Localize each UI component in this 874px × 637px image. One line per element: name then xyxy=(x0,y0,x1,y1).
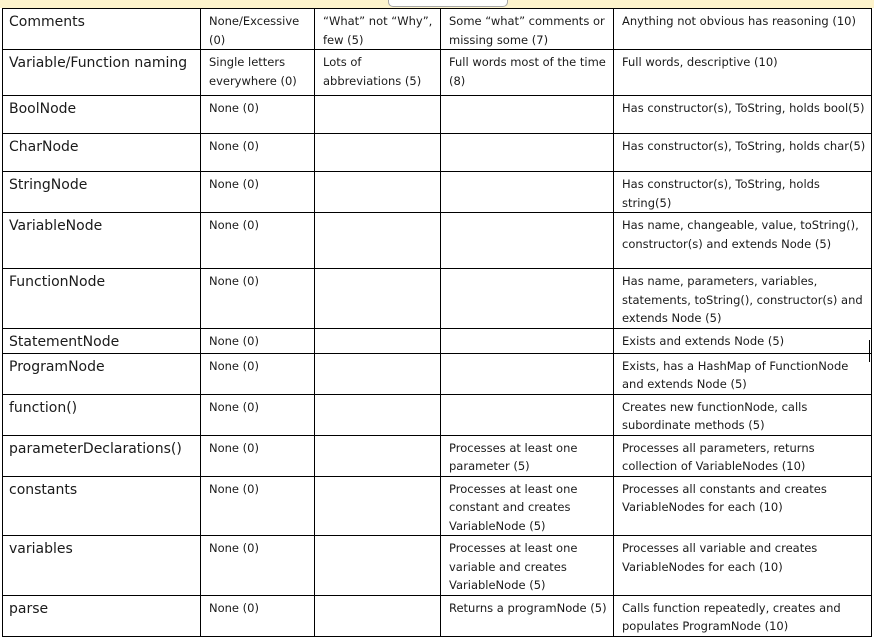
table-row xyxy=(3,134,872,172)
level-1-cell xyxy=(315,134,441,172)
criterion-cell: Variable/Function naming xyxy=(3,50,201,96)
window-top-strip xyxy=(0,0,874,8)
level-3-cell: Has constructor(s), ToString, holds string(5) xyxy=(614,172,872,213)
criterion-cell: parse xyxy=(3,595,201,636)
level-0-cell: None (0) xyxy=(201,328,315,353)
level-2-cell xyxy=(441,269,614,329)
table-row xyxy=(3,213,872,269)
table-row xyxy=(3,353,872,394)
level-1-cell xyxy=(315,353,441,394)
level-0-cell: None (0) xyxy=(201,476,315,536)
criterion-cell: CharNode xyxy=(3,134,201,172)
level-3-cell: Has constructor(s), ToString, holds char(5) xyxy=(614,134,872,172)
level-0-cell: None (0) xyxy=(201,353,315,394)
criterion-cell: FunctionNode xyxy=(3,269,201,329)
level-3-cell: Processes all variable and creates VariableNodes for each (10) xyxy=(614,536,872,596)
level-2-cell xyxy=(441,134,614,172)
level-2-cell xyxy=(441,172,614,213)
level-0-cell: None (0) xyxy=(201,435,315,476)
text-cursor xyxy=(869,340,870,362)
criterion-cell: ProgramNode xyxy=(3,353,201,394)
criterion-cell: parameterDeclarations() xyxy=(3,435,201,476)
level-0-cell: None (0) xyxy=(201,536,315,596)
criterion-cell: StatementNode xyxy=(3,328,201,353)
level-0-cell: None (0) xyxy=(201,269,315,329)
level-3-cell: Full words, descriptive (10) xyxy=(614,50,872,96)
level-2-cell xyxy=(441,213,614,269)
level-0-cell: None (0) xyxy=(201,134,315,172)
level-3-cell: Exists, has a HashMap of FunctionNode and extends Node (5) xyxy=(614,353,872,394)
level-1-cell xyxy=(315,536,441,596)
level-2-cell xyxy=(441,328,614,353)
level-0-cell: None/Excessive (0) xyxy=(201,9,315,50)
level-3-cell: Processes all parameters, returns collection of VariableNodes (10) xyxy=(614,435,872,476)
level-0-cell: None (0) xyxy=(201,394,315,435)
level-1-cell: “What” not “Why”, few (5) xyxy=(315,9,441,50)
level-0-cell: None (0) xyxy=(201,595,315,636)
level-3-cell: Creates new functionNode, calls subordinate methods (5) xyxy=(614,394,872,435)
level-2-cell: Processes at least one constant and creates VariableNode (5) xyxy=(441,476,614,536)
level-2-cell: Returns a programNode (5) xyxy=(441,595,614,636)
table-row xyxy=(3,536,872,596)
level-2-cell xyxy=(441,96,614,134)
level-1-cell xyxy=(315,213,441,269)
level-3-cell: Has constructor(s), ToString, holds bool(5) xyxy=(614,96,872,134)
level-1-cell xyxy=(315,394,441,435)
table-row xyxy=(3,9,872,50)
criterion-cell: StringNode xyxy=(3,172,201,213)
table-row xyxy=(3,394,872,435)
rubric-table xyxy=(2,8,872,637)
level-0-cell: None (0) xyxy=(201,172,315,213)
level-1-cell xyxy=(315,328,441,353)
table-row xyxy=(3,96,872,134)
level-3-cell: Exists and extends Node (5) xyxy=(614,328,872,353)
level-1-cell xyxy=(315,96,441,134)
level-0-cell: None (0) xyxy=(201,96,315,134)
level-0-cell: None (0) xyxy=(201,213,315,269)
level-2-cell: Processes at least one parameter (5) xyxy=(441,435,614,476)
level-1-cell xyxy=(315,476,441,536)
table-row xyxy=(3,172,872,213)
level-2-cell: Full words most of the time (8) xyxy=(441,50,614,96)
level-3-cell: Anything not obvious has reasoning (10) xyxy=(614,9,872,50)
criterion-cell: BoolNode xyxy=(3,96,201,134)
level-1-cell xyxy=(315,595,441,636)
level-3-cell: Processes all constants and creates VariableNodes for each (10) xyxy=(614,476,872,536)
table-row xyxy=(3,435,872,476)
level-1-cell: Lots of abbreviations (5) xyxy=(315,50,441,96)
criterion-cell: variables xyxy=(3,536,201,596)
criterion-cell: VariableNode xyxy=(3,213,201,269)
table-row xyxy=(3,50,872,96)
level-3-cell: Has name, parameters, variables, statements, toString(), constructor(s) and extends Node (5) xyxy=(614,269,872,329)
table-row xyxy=(3,269,872,329)
criterion-cell: function() xyxy=(3,394,201,435)
header-tab[interactable] xyxy=(388,0,508,7)
table-row xyxy=(3,328,872,353)
level-0-cell: Single letters everywhere (0) xyxy=(201,50,315,96)
level-2-cell: Some “what” comments or missing some (7) xyxy=(441,9,614,50)
level-3-cell: Calls function repeatedly, creates and populates ProgramNode (10) xyxy=(614,595,872,636)
level-2-cell xyxy=(441,394,614,435)
level-1-cell xyxy=(315,435,441,476)
criterion-cell: constants xyxy=(3,476,201,536)
level-2-cell: Processes at least one variable and creates VariableNode (5) xyxy=(441,536,614,596)
level-2-cell xyxy=(441,353,614,394)
table-row xyxy=(3,595,872,636)
level-1-cell xyxy=(315,269,441,329)
table-row xyxy=(3,476,872,536)
level-3-cell: Has name, changeable, value, toString(), constructor(s) and extends Node (5) xyxy=(614,213,872,269)
criterion-cell: Comments xyxy=(3,9,201,50)
level-1-cell xyxy=(315,172,441,213)
